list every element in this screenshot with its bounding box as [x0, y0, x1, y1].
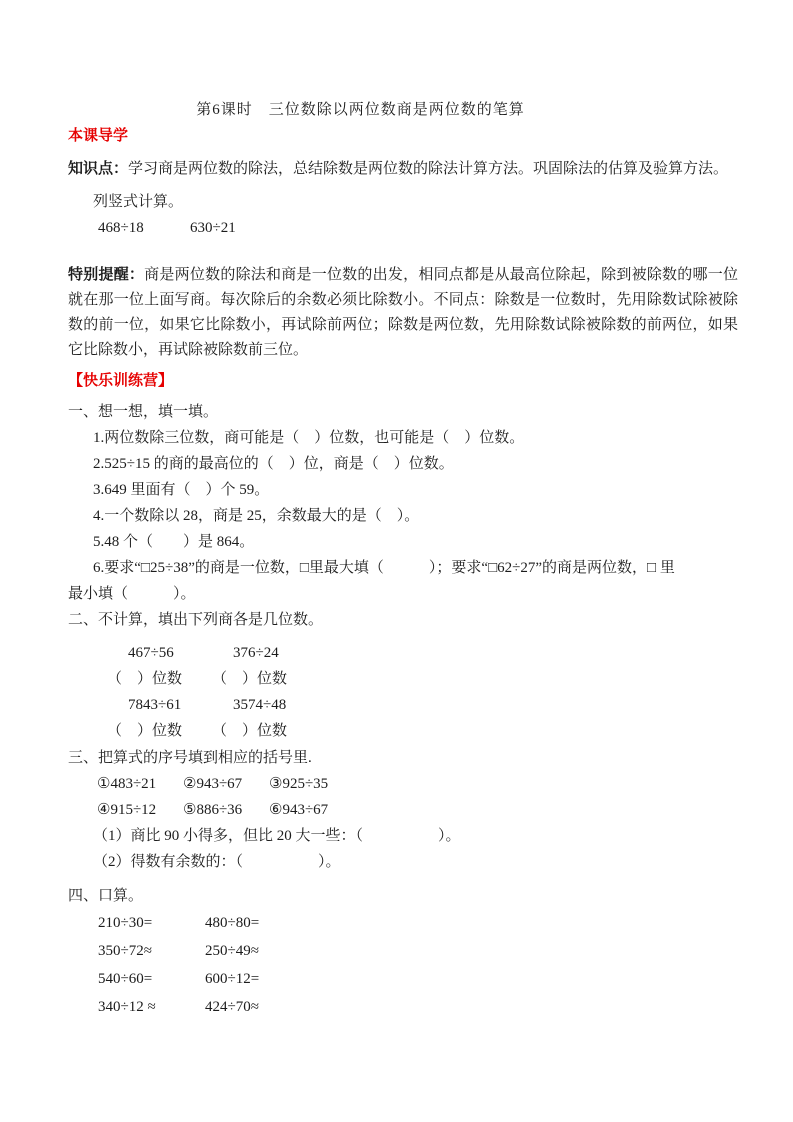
section3-title: 三、把算式的序号填到相应的括号里.	[68, 750, 312, 766]
division-expression: 250÷49≈	[205, 943, 259, 959]
quotient-digits-row	[68, 640, 738, 666]
section1-title: 一、想一想，填一填。	[68, 404, 219, 420]
worksheet-title: 第6课时 三位数除以两位数商是两位数的笔算	[196, 102, 525, 118]
division-expression: 540÷60=	[98, 971, 153, 987]
fill-blank-item-6-continued: 最小填（ ）。	[68, 586, 196, 602]
division-expression: ⑤886÷36	[183, 802, 243, 818]
division-expression: ③925÷35	[269, 776, 329, 792]
division-expression: 467÷56	[128, 645, 174, 661]
special-reminder-text: 商是两位数的除法和商是一位数的出发，相同点都是从最高位除起，除到被除数的哪一位就在那一位上面写商。每次除后的余数必须比除数小。不同点：除数是一位数时，先用除数试除被除数的前一位，如果它比除数小，再试除前两位；除数是两位数，先用除数试除被除数的前两位，如果它比除数小，再试除被除数前三位。	[68, 267, 738, 358]
digit-count-blank-row	[68, 718, 738, 744]
division-expression: ④915÷12	[97, 802, 157, 818]
section2-title: 二、不计算，填出下列商各是几位数。	[68, 612, 324, 628]
knowledge-point-label: 知识点：	[68, 161, 129, 177]
knowledge-point-line	[68, 156, 738, 182]
matching-question-1: （1）商比 90 小得多，但比 20 大一些：（ ）。	[93, 828, 461, 844]
oral-calculation-row	[68, 937, 738, 965]
division-expression: 468÷18	[98, 220, 144, 236]
quotient-digits-row	[68, 692, 738, 718]
division-expression: 424÷70≈	[205, 999, 259, 1015]
division-expression: ①483÷21	[97, 776, 157, 792]
division-expression: 340÷12 ≈	[98, 999, 156, 1015]
matching-question-2: （2）得数有余数的：（ ）。	[93, 854, 341, 870]
division-expression: 376÷24	[233, 645, 279, 661]
division-expression: 350÷72≈	[98, 943, 152, 959]
division-expression: ②943÷67	[183, 776, 243, 792]
division-expression: 3574÷48	[233, 697, 287, 713]
numbered-expressions-row	[68, 797, 738, 823]
practice-intro: 列竖式计算。	[93, 194, 184, 210]
division-expression: 600÷12=	[205, 971, 260, 987]
fill-blank-item-1: 1.两位数除三位数，商可能是（ ）位数，也可能是（ ）位数。	[93, 430, 525, 446]
fill-blank-item-4: 4.一个数除以 28，商是 25，余数最大的是（ ）。	[93, 508, 420, 524]
digit-count-blank-row	[68, 666, 738, 692]
knowledge-point-text: 学习商是两位数的除法，总结除数是两位数的除法计算方法。巩固除法的估算及验算方法。	[128, 161, 729, 177]
practice-expressions-row	[68, 215, 738, 241]
special-reminder-label: 特别提醒：	[68, 267, 145, 283]
digit-count-blank: （ ）位数	[212, 723, 288, 739]
numbered-expressions-row	[68, 771, 738, 797]
oral-calculation-row	[68, 909, 738, 937]
oral-calculation-row	[68, 965, 738, 993]
special-reminder	[68, 263, 738, 363]
digit-count-blank: （ ）位数	[212, 671, 288, 687]
fill-blank-item-5: 5.48 个（ ）是 864。	[93, 534, 255, 550]
division-expression: 480÷80=	[205, 915, 260, 931]
division-expression: 210÷30=	[98, 915, 153, 931]
oral-calculation-row	[68, 993, 738, 1021]
division-expression: 7843÷61	[128, 697, 182, 713]
digit-count-blank: （ ）位数	[107, 723, 183, 739]
fill-blank-item-3: 3.649 里面有（ ）个 59。	[93, 482, 270, 498]
digit-count-blank: （ ）位数	[107, 671, 183, 687]
fill-blank-item-6: 6.要求“□25÷38”的商是一位数，□里最大填（ ）；要求“□62÷27”的商是两位数，□ 里	[93, 560, 675, 576]
division-expression: ⑥943÷67	[269, 802, 329, 818]
training-camp-heading: 【快乐训练营】	[68, 373, 174, 389]
section4-title: 四、口算。	[68, 888, 144, 904]
guide-heading: 本课导学	[68, 128, 129, 144]
division-expression: 630÷21	[190, 220, 236, 236]
fill-blank-item-2: 2.525÷15 的商的最高位的（ ）位，商是（ ）位数。	[93, 456, 454, 472]
